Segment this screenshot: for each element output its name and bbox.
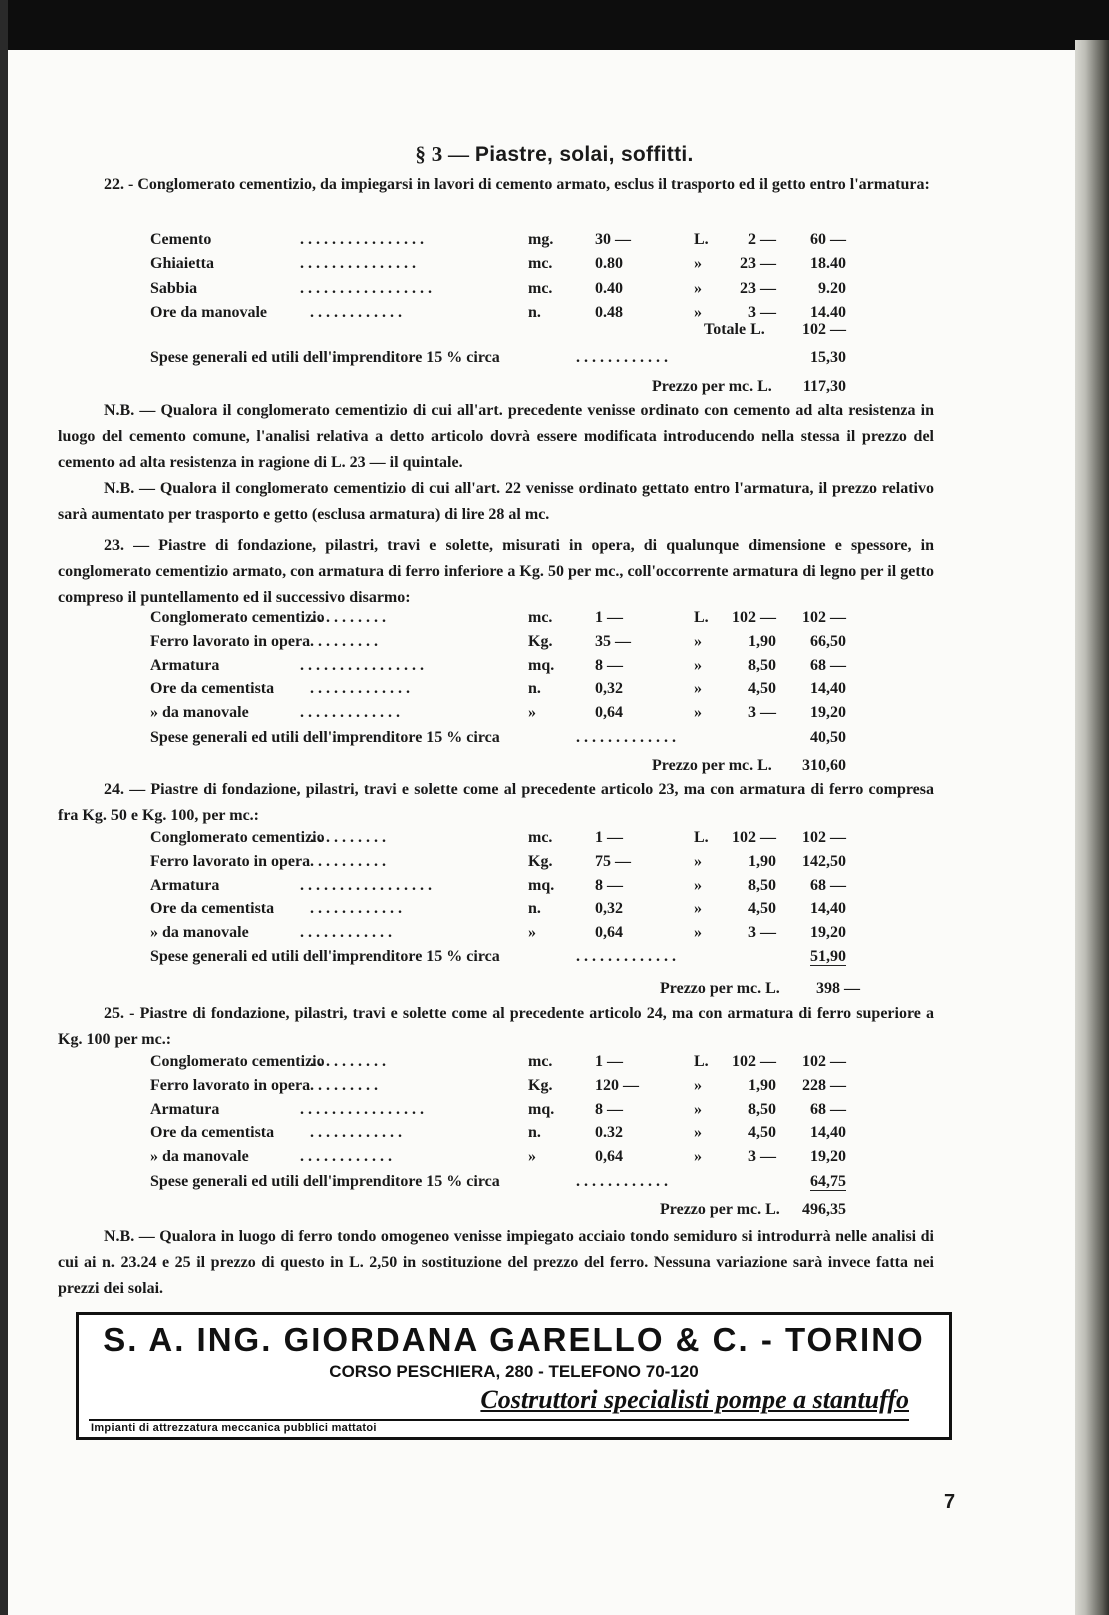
art22-row-cur: L. xyxy=(694,231,709,248)
art25-row xyxy=(0,1121,1109,1145)
art22-row-unit: mg. xyxy=(528,231,554,248)
art23-price-label: Prezzo per mc. L. xyxy=(652,757,772,774)
art25-row-total: 102 — xyxy=(802,1053,846,1070)
nb-1: N.B. — Qualora il conglomerato cementizio di cui all'art. precedente venisse ordinato con cemento ad alta resistenza in luogo del cemento comune, l'analisi relativa a detto articolo dovrà essere modificata introducendo nella stessa il prezzo del cemento ad alta resistenza in ragione di L. 23 — il quintale. xyxy=(58,402,934,471)
art25-intro: 25. - Piastre di fondazione, pilastri, travi e solette come al precedente articolo 24, ma con armatura di ferro superiore a Kg. 100 per mc.: xyxy=(58,1005,934,1048)
art23-row-dots: . . . . . . . . . . . . . xyxy=(310,680,410,698)
art25-row xyxy=(0,1145,1109,1169)
art25-row-qty: 0.32 xyxy=(595,1124,623,1142)
art23-spese-dots: . . . . . . . . . . . . . xyxy=(576,729,676,746)
art24-row-item: Conglomerato cementizio xyxy=(150,829,325,846)
art25-row-qty: 0,64 xyxy=(595,1148,623,1166)
art23-row-price: 1,90 xyxy=(748,632,776,650)
art24-row-dots: . . . . . . . . . . xyxy=(310,852,386,870)
art23-row-unit: mq. xyxy=(528,656,555,674)
art25-row-item: Armatura xyxy=(150,1100,220,1118)
art24-row xyxy=(0,897,1109,921)
art22-row-qty: 30 — xyxy=(595,231,631,248)
art25-spese-value xyxy=(780,1170,846,1194)
section-heading xyxy=(0,142,1109,167)
art25-row-price: 3 — xyxy=(748,1148,776,1166)
art23-row-cur: » xyxy=(694,704,702,722)
art24-row-dots: . . . . . . . . . . . . xyxy=(300,924,392,942)
art24-intro: 24. — Piastre di fondazione, pilastri, travi e solette come al precedente articolo 23, ma con armatura di ferro compresa fra Kg. 50 e Kg. 100, per mc.: xyxy=(58,781,934,824)
art24-row xyxy=(0,850,1109,874)
art23-row-unit: n. xyxy=(528,680,541,698)
art25-row-price: 8,50 xyxy=(748,1100,776,1118)
art25-row xyxy=(0,1074,1109,1098)
art22-price-label: Prezzo per mc. L. xyxy=(652,378,772,395)
ad-divider xyxy=(89,1419,909,1421)
art25-row-total: 228 — xyxy=(802,1076,846,1094)
art22-row-total: 9.20 xyxy=(818,279,846,297)
art24-row-cur: L. xyxy=(694,829,709,846)
art23-row xyxy=(0,606,1109,630)
art23-intro: 23. — Piastre di fondazione, pilastri, travi e solette, misurati in opera, di qualunque dimensione e spessore, in conglomerato cementizio armato, con armatura di ferro inferiore a Kg. 50 per mc., coll'occorrente armatura di legno per il getto compreso il puntellamento ed il successivo disarmo: xyxy=(58,537,934,606)
art22-row-qty: 0.40 xyxy=(595,279,623,297)
art23-row-item: Armatura xyxy=(150,656,220,674)
art22-row-cur: » xyxy=(694,255,702,273)
art23-row-price: 102 — xyxy=(732,609,776,626)
art24-row-qty: 8 — xyxy=(595,876,623,894)
art22-row-item: Ore da manovale xyxy=(150,303,268,321)
art25-row-item: Ore da cementista xyxy=(150,1124,275,1142)
art22-row-unit: mc. xyxy=(528,279,553,297)
art24-row-total: 102 — xyxy=(802,829,846,846)
art23-spese-value: 40,50 xyxy=(810,729,846,746)
art24-spese-value xyxy=(780,945,846,969)
art23-row-dots: . . . . . . . . . . . . . xyxy=(300,704,400,722)
art24-row-cur: » xyxy=(694,876,702,894)
art24-price-label: Prezzo per mc. L. xyxy=(660,980,780,997)
art23-row-cur: » xyxy=(694,632,702,650)
art25-row-total: 14,40 xyxy=(810,1124,846,1142)
art24-row-price: 102 — xyxy=(732,829,776,846)
art23-row-item: Conglomerato cementizio xyxy=(150,609,325,626)
ad-company-name: S. A. ING. GIORDANA GARELLO & C. - TORINO xyxy=(103,1321,925,1358)
art22-row-qty: 0.80 xyxy=(595,255,623,273)
art24-spese-underlined: 51,90 xyxy=(810,948,846,965)
art23-row xyxy=(0,677,1109,701)
art23-row-qty: 0,32 xyxy=(595,680,623,698)
art24-row-unit: n. xyxy=(528,900,541,918)
art24-row-total: 19,20 xyxy=(810,924,846,942)
art22-row-item: Cemento xyxy=(150,231,212,248)
art24-row-dots: . . . . . . . . . . xyxy=(310,829,386,846)
art25-row-cur: » xyxy=(694,1076,702,1094)
art22-spese-dots: . . . . . . . . . . . . xyxy=(576,349,668,366)
art24-row-price: 8,50 xyxy=(748,876,776,894)
art25-row-cur: » xyxy=(694,1124,702,1142)
art23-row-dots: . . . . . . . . . xyxy=(310,632,378,650)
art25-spese-dots: . . . . . . . . . . . . xyxy=(576,1173,668,1190)
art23-spese-label: Spese generali ed utili dell'imprenditore 15 % circa xyxy=(150,729,500,746)
art25-row-unit: mc. xyxy=(528,1053,553,1070)
art25-row-price: 1,90 xyxy=(748,1076,776,1094)
art23-row-total: 19,20 xyxy=(810,704,846,722)
art22-row xyxy=(0,301,1109,325)
art25-row-total: 68 — xyxy=(810,1100,846,1118)
art22-intro: 22. - Conglomerato cementizio, da impiegarsi in lavori di cemento armato, esclus il trasporto ed il getto entro l'armatura: xyxy=(104,176,930,193)
art25-row xyxy=(0,1098,1109,1122)
art25-row-item: Conglomerato cementizio xyxy=(150,1053,325,1070)
art23-row-cur: L. xyxy=(694,609,709,626)
art22-row-dots: . . . . . . . . . . . . xyxy=(310,303,402,321)
art24-spese-dots: . . . . . . . . . . . . . xyxy=(576,948,676,965)
art25-row-dots: . . . . . . . . . xyxy=(310,1076,378,1094)
art25-row-qty: 1 — xyxy=(595,1053,623,1070)
art24-row-total: 14,40 xyxy=(810,900,846,918)
art25-price-label: Prezzo per mc. L. xyxy=(660,1201,780,1218)
art23-row xyxy=(0,630,1109,654)
art24-row-item: Ore da cementista xyxy=(150,900,275,918)
art22-row-cur: » xyxy=(694,303,702,321)
art23-row-price: 4,50 xyxy=(748,680,776,698)
art24-row-qty: 1 — xyxy=(595,829,623,846)
art25-row-price: 102 — xyxy=(732,1053,776,1070)
art23-row-unit: » xyxy=(528,704,536,722)
art23-row-item: » da manovale xyxy=(150,704,249,722)
art22-row-total: 14.40 xyxy=(810,303,846,321)
art24-row-dots: . . . . . . . . . . . . xyxy=(310,900,402,918)
art25-row-price: 4,50 xyxy=(748,1124,776,1142)
art22-row-unit: n. xyxy=(528,303,541,321)
art25-spese-label: Spese generali ed utili dell'imprenditore 15 % circa xyxy=(150,1173,500,1190)
art23-row-item: Ferro lavorato in opera xyxy=(150,632,311,650)
art23-row-qty: 8 — xyxy=(595,656,623,674)
art22-subtotal-label: Totale L. xyxy=(704,321,765,338)
art22-row xyxy=(0,252,1109,276)
art23-row-dots: . . . . . . . . . . . . . . . . xyxy=(300,656,424,674)
art24-row-cur: » xyxy=(694,852,702,870)
art25-row-total: 19,20 xyxy=(810,1148,846,1166)
art25-row-cur: » xyxy=(694,1100,702,1118)
art24-row-unit: mc. xyxy=(528,829,553,846)
art23-row-price: 8,50 xyxy=(748,656,776,674)
art25-row-unit: mq. xyxy=(528,1100,555,1118)
art24-row xyxy=(0,826,1109,850)
art25-price: 496,35 xyxy=(802,1201,846,1218)
ad-subline: Impianti di attrezzatura meccanica pubblici mattatoi xyxy=(91,1422,377,1434)
art23-row-total: 66,50 xyxy=(810,632,846,650)
art25-row-dots: . . . . . . . . . . xyxy=(310,1053,386,1070)
art25-row-item: Ferro lavorato in opera xyxy=(150,1076,311,1094)
art25-row-unit: Kg. xyxy=(528,1076,553,1094)
art25-row-qty: 120 — xyxy=(595,1076,639,1094)
art24-row-unit: mq. xyxy=(528,876,555,894)
art25-row-cur: » xyxy=(694,1148,702,1166)
art23-row-price: 3 — xyxy=(748,704,776,722)
art24-row-qty: 0,32 xyxy=(595,900,623,918)
nb-2: N.B. — Qualora il conglomerato cementizio di cui all'art. 22 venisse ordinato gettato entro l'armatura, il prezzo relativo sarà aumentato per trasporto e getto (esclusa armatura) di lire 28 al mc. xyxy=(58,480,934,523)
art22-subtotal: 102 — xyxy=(802,321,846,338)
art24-row-total: 68 — xyxy=(810,876,846,894)
art22-row-dots: . . . . . . . . . . . . . . . . . xyxy=(300,279,432,297)
art23-row-dots: . . . . . . . . . . xyxy=(310,609,386,626)
art22-row xyxy=(0,228,1109,252)
art22-row xyxy=(0,277,1109,301)
ad-address: CORSO PESCHIERA, 280 - TELEFONO 70-120 xyxy=(329,1362,699,1381)
art24-row-cur: » xyxy=(694,900,702,918)
art23-row-unit: Kg. xyxy=(528,632,553,650)
art24-row-item: » da manovale xyxy=(150,924,249,942)
art24-row-cur: » xyxy=(694,924,702,942)
art25-row-qty: 8 — xyxy=(595,1100,623,1118)
art23-row-total: 102 — xyxy=(802,609,846,626)
art24-row-unit: Kg. xyxy=(528,852,553,870)
art24-row-price: 1,90 xyxy=(748,852,776,870)
art23-row-total: 14,40 xyxy=(810,680,846,698)
art23-price: 310,60 xyxy=(802,757,846,774)
art23-row-unit: mc. xyxy=(528,609,553,626)
art24-row-qty: 75 — xyxy=(595,852,631,870)
art22-row-total: 18.40 xyxy=(810,255,846,273)
art24-row-unit: » xyxy=(528,924,536,942)
art22-row-price: 3 — xyxy=(748,303,776,321)
art22-row-dots: . . . . . . . . . . . . . . . . xyxy=(300,231,424,248)
ad-slogan: Costruttori specialisti pompe a stantuffo xyxy=(480,1385,909,1414)
art22-spese-label: Spese generali ed utili dell'imprenditore 15 % circa xyxy=(150,349,500,366)
art24-row-dots: . . . . . . . . . . . . . . . . . xyxy=(300,876,432,894)
art22-row-price: 2 — xyxy=(748,231,776,248)
art23-row-qty: 35 — xyxy=(595,632,631,650)
nb-3: N.B. — Qualora in luogo di ferro tondo omogeneo venisse impiegato acciaio tondo semiduro si introdurrà nelle analisi di cui ai n. 23.24 e 25 il prezzo di questo in L. 2,50 in sostituzione del prezzo del ferro. Nessuna variazione sarà invece fatta nei prezzi dei solai. xyxy=(58,1228,934,1297)
art25-row-dots: . . . . . . . . . . . . xyxy=(300,1148,392,1166)
art22-price: 117,30 xyxy=(802,378,846,395)
art24-spese-label: Spese generali ed utili dell'imprenditore 15 % circa xyxy=(150,948,500,965)
art24-row-item: Armatura xyxy=(150,876,220,894)
art25-row-item: » da manovale xyxy=(150,1148,249,1166)
section-title: Piastre, solai, soffitti. xyxy=(474,143,694,166)
advertisement-box xyxy=(76,1312,952,1440)
art25-row-dots: . . . . . . . . . . . . . . . . xyxy=(300,1100,424,1118)
art25-spese-underlined: 64,75 xyxy=(810,1173,846,1190)
art25-row-unit: » xyxy=(528,1148,536,1166)
art24-row xyxy=(0,874,1109,898)
page-number: 7 xyxy=(944,1491,956,1513)
art22-row-dots: . . . . . . . . . . . . . . . xyxy=(300,255,416,273)
art22-row-cur: » xyxy=(694,279,702,297)
art23-row-total: 68 — xyxy=(810,656,846,674)
art23-row-qty: 0,64 xyxy=(595,704,623,722)
art24-row-total: 142,50 xyxy=(802,852,846,870)
art24-row-qty: 0,64 xyxy=(595,924,623,942)
art25-row-cur: L. xyxy=(694,1053,709,1070)
art23-row-qty: 1 — xyxy=(595,609,623,626)
art23-row xyxy=(0,701,1109,725)
art24-row-item: Ferro lavorato in opera xyxy=(150,852,311,870)
art25-row-dots: . . . . . . . . . . . . xyxy=(310,1124,402,1142)
art24-row xyxy=(0,921,1109,945)
art23-row xyxy=(0,654,1109,678)
section-number: § 3 — xyxy=(415,142,470,166)
art25-row-unit: n. xyxy=(528,1124,541,1142)
art25-row xyxy=(0,1050,1109,1074)
art22-spese-value: 15,30 xyxy=(810,349,846,366)
art22-row-qty: 0.48 xyxy=(595,303,623,321)
art22-row-item: Sabbia xyxy=(150,279,198,297)
art22-row-price: 23 — xyxy=(740,279,776,297)
art22-row-price: 23 — xyxy=(740,255,776,273)
art24-row-price: 3 — xyxy=(748,924,776,942)
art24-price: 398 — xyxy=(816,980,860,997)
art24-row-price: 4,50 xyxy=(748,900,776,918)
art22-row-item: Ghiaietta xyxy=(150,255,214,273)
art22-row-unit: mc. xyxy=(528,255,553,273)
art22-row-total: 60 — xyxy=(810,231,846,248)
art23-row-item: Ore da cementista xyxy=(150,680,275,698)
art23-row-cur: » xyxy=(694,656,702,674)
art23-row-cur: » xyxy=(694,680,702,698)
